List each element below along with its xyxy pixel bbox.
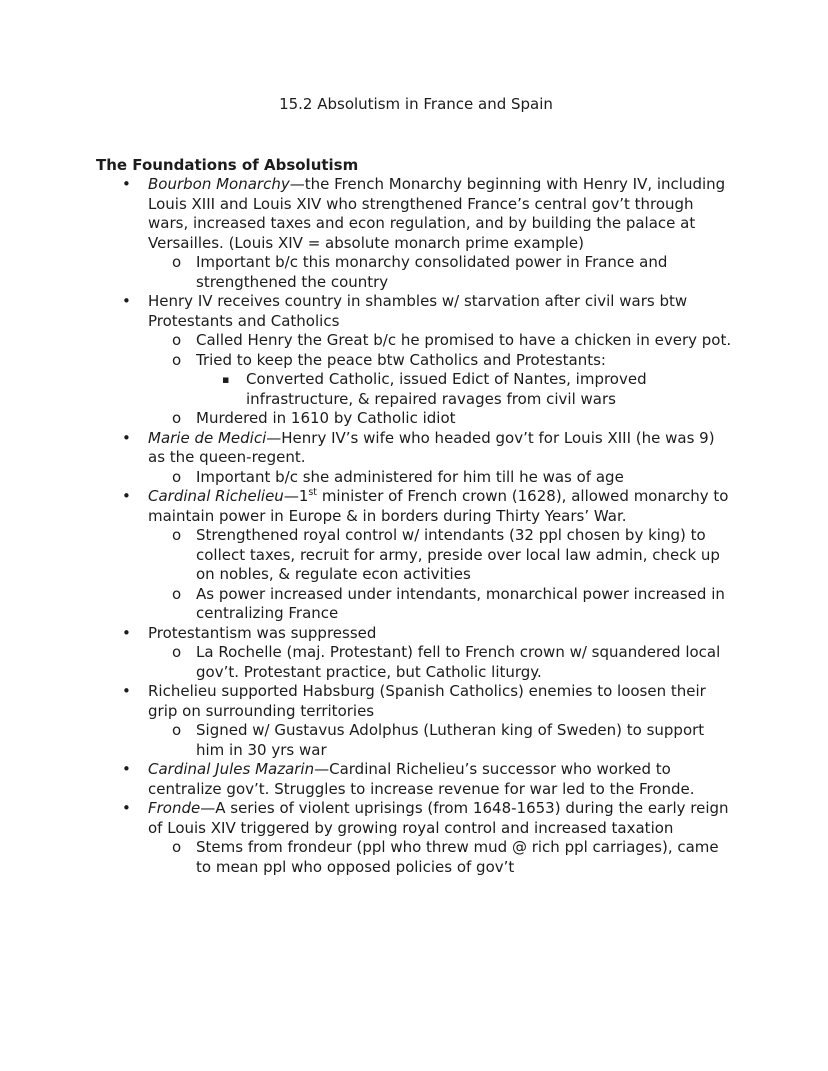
- circle-marker: o: [172, 253, 182, 271]
- list-item-text: Richelieu supported Habsburg (Spanish Catholics) enemies to loosen their grip on surrounding territories: [148, 682, 706, 720]
- list-item-text: La Rochelle (maj. Protestant) fell to French crown w/ squandered local gov’t. Protestant practice, but Catholic liturgy.: [196, 643, 721, 681]
- bullet-marker: •: [122, 428, 131, 447]
- list-item-text: Signed w/ Gustavus Adolphus (Lutheran king of Sweden) to support him in 30 yrs war: [196, 721, 705, 759]
- list-item: [96, 585, 736, 624]
- circle-marker: o: [172, 643, 182, 661]
- circle-marker: o: [172, 526, 182, 544]
- list-item: [96, 253, 736, 292]
- list-item-text: Cardinal Jules Mazarin—Cardinal Richelieu’s successor who worked to centralize gov’t. Struggles to increase revenue for war led to the Fronde.: [148, 760, 695, 798]
- list-item-text: Tried to keep the peace btw Catholics and Protestants:: [196, 350, 606, 369]
- circle-marker: o: [172, 409, 182, 427]
- circle-marker: o: [172, 467, 182, 486]
- square-marker: ▪: [222, 373, 230, 386]
- circle-marker: o: [172, 350, 182, 369]
- list-item: [96, 526, 736, 585]
- list-item: [96, 643, 736, 682]
- list-item: [96, 682, 736, 721]
- list-item: [96, 370, 736, 409]
- list-item-text: As power increased under intendants, monarchical power increased in centralizing France: [196, 584, 725, 622]
- bullet-marker: •: [122, 623, 131, 642]
- list-item-text: Murdered in 1610 by Catholic idiot: [196, 409, 456, 427]
- list-item-text: Converted Catholic, issued Edict of Nantes, improved infrastructure, & repaired ravages from civil wars: [246, 370, 647, 408]
- bullet-marker: •: [122, 682, 131, 700]
- circle-marker: o: [172, 721, 182, 739]
- list-item: [96, 838, 736, 877]
- list-item-text: Important b/c she administered for him till he was of age: [196, 467, 624, 486]
- list-item-text: Strengthened royal control w/ intendants (32 ppl chosen by king) to collect taxes, recruit for army, preside over local law admin, check up on nobles, & regulate econ activities: [196, 526, 720, 583]
- list-item: [96, 409, 736, 429]
- list-item-text: Bourbon Monarchy—the French Monarchy beginning with Henry IV, including Louis XIII and Louis XIV who strengthened France’s central gov’t through wars, increased taxes and econ regulation, and by building the palace at Versailles. (Louis XIV = absolute monarch prime example): [148, 175, 726, 252]
- list-item-text: Henry IV receives country in shambles w/ starvation after civil wars btw Protestants and Catholics: [148, 292, 688, 330]
- list-item-text: Called Henry the Great b/c he promised to have a chicken in every pot.: [196, 331, 732, 349]
- bullet-marker: •: [122, 760, 131, 778]
- list-item: [96, 331, 736, 351]
- list-item: [96, 760, 736, 799]
- bullet-marker: •: [122, 175, 131, 193]
- list-item-text: Stems from frondeur (ppl who threw mud @ rich ppl carriages), came to mean ppl who opposed policies of gov’t: [196, 838, 719, 876]
- list-item: [96, 292, 736, 331]
- bullet-marker: •: [122, 292, 131, 310]
- list-item-text: Protestantism was suppressed: [148, 623, 377, 642]
- list-item-text: Important b/c this monarchy consolidated power in France and strengthened the country: [196, 253, 668, 291]
- list-item: [96, 175, 736, 253]
- list-item: [96, 468, 736, 488]
- bullet-marker: •: [122, 799, 131, 817]
- circle-marker: o: [172, 584, 182, 603]
- circle-marker: o: [172, 838, 182, 856]
- list-item: [96, 429, 736, 468]
- list-item: [96, 799, 736, 838]
- notes-list: [96, 175, 736, 877]
- circle-marker: o: [172, 331, 182, 349]
- list-item: [96, 487, 736, 526]
- list-item-text: Cardinal Richelieu—1st minister of French crown (1628), allowed monarchy to maintain power in Europe & in borders during Thirty Years’ War.: [148, 487, 729, 525]
- list-item-text: Marie de Medici—Henry IV’s wife who headed gov’t for Louis XIII (he was 9) as the queen-regent.: [148, 428, 715, 466]
- document-title: 15.2 Absolutism in France and Spain: [279, 95, 553, 113]
- section-heading: The Foundations of Absolutism: [96, 155, 359, 174]
- list-item: [96, 624, 736, 644]
- list-item: [96, 351, 736, 371]
- bullet-marker: •: [122, 487, 131, 505]
- list-item: [96, 721, 736, 760]
- list-item-text: Fronde—A series of violent uprisings (from 1648-1653) during the early reign of Louis XIV triggered by growing royal control and increased taxation: [148, 799, 729, 837]
